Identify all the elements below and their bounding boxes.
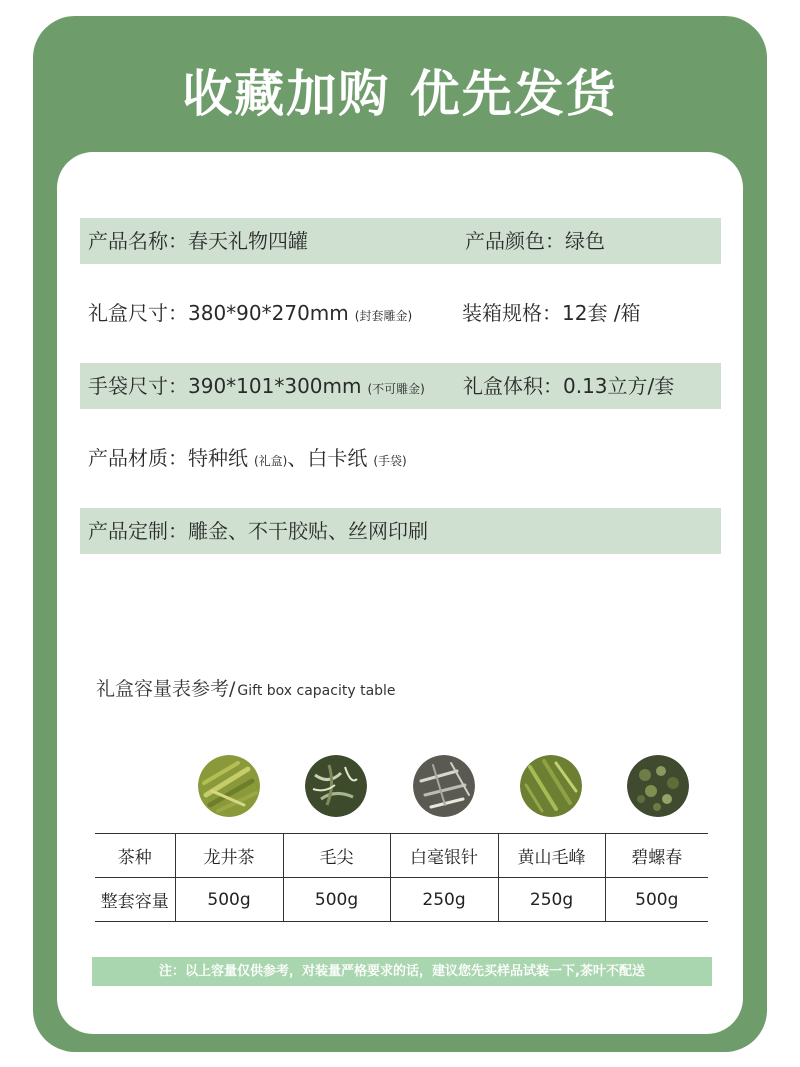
spec-volume: 礼盒体积：0.13立方/套 <box>463 374 675 398</box>
baihao-yinzhen-tea-icon <box>413 755 475 817</box>
spec-box-size: 礼盒尺寸：380*90*270mm (封套雕金) <box>88 301 413 325</box>
capacity-note: 注：以上容量仅供参考，对装量严格要求的话，建议您先买样品试装一下,茶叶不配送 <box>92 957 712 986</box>
tea-name-cell: 碧螺春 <box>605 834 708 878</box>
spec-bag-size: 手袋尺寸：390*101*300mm (不可雕金) <box>88 374 425 398</box>
tea-amount-cell: 500g <box>605 878 708 922</box>
spec-material: 产品材质：特种纸 (礼盒)、白卡纸 (手袋) <box>88 446 407 470</box>
tea-name-cell: 白毫银针 <box>390 834 498 878</box>
tea-name-cell: 龙井茶 <box>175 834 283 878</box>
table-row <box>95 878 708 922</box>
spec-product-color: 产品颜色：绿色 <box>465 229 605 253</box>
row-label-tea: 茶种 <box>95 834 175 878</box>
spec-row-box-size <box>80 290 721 336</box>
capacity-title: 礼盒容量表参考/ Gift box capacity table <box>96 678 396 700</box>
tea-amount-cell: 500g <box>175 878 283 922</box>
spec-customization: 产品定制：雕金、不干胶贴、丝网印刷 <box>88 519 428 543</box>
spec-row-custom <box>80 508 721 554</box>
spec-packing: 装箱规格：12套 /箱 <box>462 301 641 325</box>
maojian-tea-icon <box>305 755 367 817</box>
tea-name-cell: 毛尖 <box>283 834 390 878</box>
spec-row-material <box>80 435 721 481</box>
spec-row-name <box>80 218 721 264</box>
row-label-capacity: 整套容量 <box>95 878 175 922</box>
biluochun-tea-icon <box>627 755 689 817</box>
tea-amount-cell: 250g <box>390 878 498 922</box>
table-row <box>95 834 708 878</box>
huangshan-maofeng-tea-icon <box>520 755 582 817</box>
capacity-table <box>95 833 708 922</box>
spec-product-name: 产品名称：春天礼物四罐 <box>88 229 308 253</box>
spec-row-bag-size <box>80 363 721 409</box>
tea-amount-cell: 500g <box>283 878 390 922</box>
tea-name-cell: 黄山毛峰 <box>498 834 605 878</box>
longjing-tea-icon <box>198 755 260 817</box>
tea-amount-cell: 250g <box>498 878 605 922</box>
headline: 收藏加购 优先发货 <box>182 65 618 123</box>
